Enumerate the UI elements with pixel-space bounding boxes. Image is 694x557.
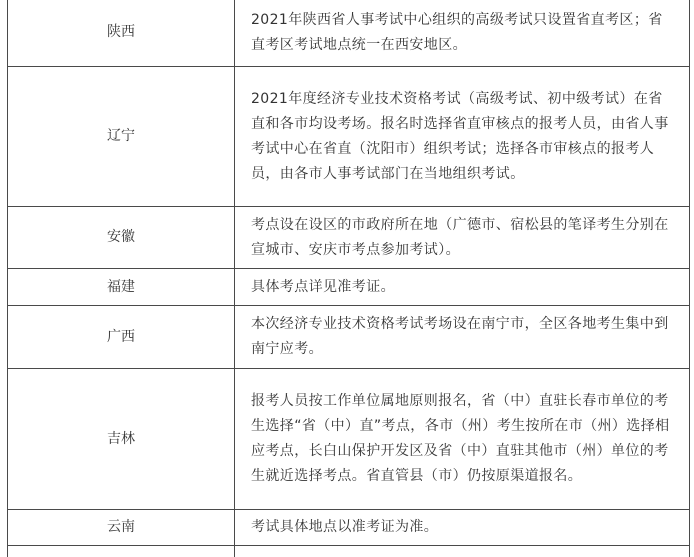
table-row [8, 369, 690, 510]
region-cell [8, 546, 235, 557]
region-cell: 陕西 [8, 0, 235, 67]
region-cell: 安徽 [8, 207, 235, 269]
table-row [8, 67, 690, 207]
description-cell: 2021年陕西省人事考试中心组织的高级考试只设置省直考区；省直考区考试地点统一在西安地区。 [235, 0, 690, 67]
description-cell: 报考人员按工作单位属地原则报名，省（中）直驻长春市单位的考生选择“省（中）直”考点，各市（州）考生按所在市（州）选择相应考点，长白山保护开发区及省（中）直驻其他市（州）单位的考生就近选择考点。省直管县（市）仍按原渠道报名。 [235, 369, 690, 510]
description-cell: 2021年度经济专业技术资格考试（高级考试、初中级考试）在省直和各市均设考场。报名时选择省直审核点的报考人员，由省人事考试中心在省直（沈阳市）组织考试；选择各市审核点的报考人员，由各市人事考试部门在当地组织考试。 [235, 67, 690, 207]
table-row [8, 207, 690, 269]
table-row [8, 0, 690, 67]
table-row [8, 546, 690, 557]
exam-location-table [7, 0, 690, 557]
region-cell: 广西 [8, 306, 235, 369]
description-cell: 具体考点详见准考证。 [235, 269, 690, 306]
table-row [8, 306, 690, 369]
region-cell: 辽宁 [8, 67, 235, 207]
region-cell: 福建 [8, 269, 235, 306]
region-cell: 吉林 [8, 369, 235, 510]
table-row [8, 269, 690, 306]
description-cell [235, 546, 690, 557]
table-row [8, 510, 690, 546]
description-cell: 考点设在设区的市政府所在地（广德市、宿松县的笔译考生分别在宣城市、安庆市考点参加考试）。 [235, 207, 690, 269]
description-cell: 考试具体地点以准考证为准。 [235, 510, 690, 546]
description-cell: 本次经济专业技术资格考试考场设在南宁市，全区各地考生集中到南宁应考。 [235, 306, 690, 369]
region-cell: 云南 [8, 510, 235, 546]
